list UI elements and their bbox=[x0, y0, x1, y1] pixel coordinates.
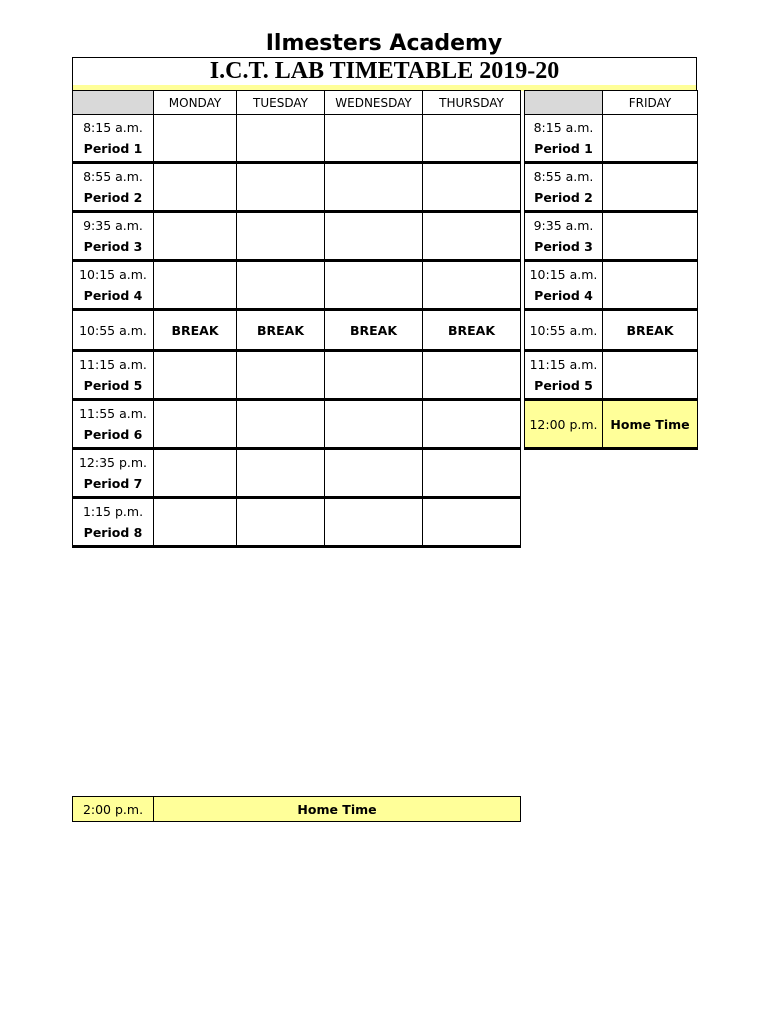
lesson-cell[interactable] bbox=[423, 498, 521, 547]
lesson-cell[interactable] bbox=[237, 351, 325, 400]
lesson-cell[interactable] bbox=[603, 163, 698, 212]
timetable-row bbox=[525, 261, 698, 310]
slot-time-cell bbox=[525, 115, 603, 163]
timetable-row bbox=[525, 115, 698, 163]
friday-header-row bbox=[525, 91, 698, 115]
lesson-cell[interactable] bbox=[603, 115, 698, 163]
timetable-title: I.C.T. LAB TIMETABLE 2019-20 bbox=[72, 57, 697, 86]
slot-period: Period 6 bbox=[83, 427, 143, 442]
friday-home-label: Home Time bbox=[603, 400, 698, 449]
slot-time: 8:55 a.m. bbox=[533, 169, 594, 184]
lesson-cell[interactable] bbox=[603, 212, 698, 261]
slot-time-cell bbox=[73, 498, 154, 547]
timetable-row bbox=[73, 498, 521, 547]
lesson-cell[interactable] bbox=[325, 212, 423, 261]
slot-time: 9:35 a.m. bbox=[533, 218, 594, 233]
lesson-cell[interactable] bbox=[423, 351, 521, 400]
slot-time: 12:35 p.m. bbox=[78, 455, 148, 470]
slot-time: 10:15 a.m. bbox=[79, 267, 147, 282]
slot-time-cell bbox=[525, 351, 603, 400]
slot-period: Period 3 bbox=[534, 239, 593, 254]
break-time: 10:55 a.m. bbox=[73, 310, 154, 351]
home-time-row bbox=[73, 797, 521, 822]
timetable-row bbox=[525, 351, 698, 400]
slot-time-cell bbox=[525, 261, 603, 310]
lesson-cell[interactable] bbox=[237, 449, 325, 498]
break-label-friday: BREAK bbox=[603, 310, 698, 351]
lesson-cell[interactable] bbox=[325, 400, 423, 449]
timetable-row bbox=[73, 212, 521, 261]
lesson-cell[interactable] bbox=[154, 115, 237, 163]
slot-time-cell bbox=[525, 163, 603, 212]
slot-time: 8:15 a.m. bbox=[83, 120, 143, 135]
slot-period: Period 5 bbox=[83, 378, 143, 393]
main-header-corner bbox=[73, 91, 154, 115]
lesson-cell[interactable] bbox=[154, 261, 237, 310]
slot-period: Period 7 bbox=[83, 476, 143, 491]
friday-home-time-row bbox=[525, 400, 698, 449]
lesson-cell[interactable] bbox=[154, 351, 237, 400]
slot-time: 8:55 a.m. bbox=[83, 169, 143, 184]
lesson-cell[interactable] bbox=[325, 498, 423, 547]
lesson-cell[interactable] bbox=[325, 351, 423, 400]
lesson-cell[interactable] bbox=[237, 261, 325, 310]
timetable-row bbox=[73, 351, 521, 400]
footer-underline bbox=[72, 819, 520, 822]
break-label-monday: BREAK bbox=[154, 310, 237, 351]
timetable-row bbox=[73, 261, 521, 310]
slot-time: 11:15 a.m. bbox=[529, 357, 598, 372]
lesson-cell[interactable] bbox=[423, 115, 521, 163]
lesson-cell[interactable] bbox=[154, 163, 237, 212]
slot-time-cell bbox=[73, 212, 154, 261]
slot-time-cell bbox=[73, 115, 154, 163]
slot-period: Period 4 bbox=[83, 288, 143, 303]
slot-time-cell bbox=[73, 261, 154, 310]
timetable-row bbox=[525, 212, 698, 261]
lesson-cell[interactable] bbox=[237, 498, 325, 547]
slot-time-cell bbox=[73, 163, 154, 212]
day-header-tuesday: TUESDAY bbox=[237, 91, 325, 115]
timetable-row bbox=[73, 449, 521, 498]
slot-time-cell bbox=[73, 351, 154, 400]
lesson-cell[interactable] bbox=[154, 212, 237, 261]
slot-time: 10:15 a.m. bbox=[529, 267, 598, 282]
day-header-friday: FRIDAY bbox=[603, 91, 698, 115]
school-name: Ilmesters Academy bbox=[265, 31, 503, 56]
friday-timetable bbox=[524, 90, 698, 450]
slot-period: Period 2 bbox=[83, 190, 143, 205]
day-header-wednesday: WEDNESDAY bbox=[325, 91, 423, 115]
break-row bbox=[525, 310, 698, 351]
slot-time-cell bbox=[525, 212, 603, 261]
lesson-cell[interactable] bbox=[237, 163, 325, 212]
lesson-cell[interactable] bbox=[237, 400, 325, 449]
lesson-cell[interactable] bbox=[154, 449, 237, 498]
lesson-cell[interactable] bbox=[325, 115, 423, 163]
lesson-cell[interactable] bbox=[423, 400, 521, 449]
lesson-cell[interactable] bbox=[154, 400, 237, 449]
slot-period: Period 2 bbox=[534, 190, 593, 205]
day-header-monday: MONDAY bbox=[154, 91, 237, 115]
lesson-cell[interactable] bbox=[423, 261, 521, 310]
lesson-cell[interactable] bbox=[237, 212, 325, 261]
lesson-cell[interactable] bbox=[325, 163, 423, 212]
lesson-cell[interactable] bbox=[603, 351, 698, 400]
slot-period: Period 1 bbox=[83, 141, 143, 156]
lesson-cell[interactable] bbox=[423, 449, 521, 498]
main-header-row bbox=[73, 91, 521, 115]
slot-period: Period 3 bbox=[83, 239, 143, 254]
friday-header-corner bbox=[525, 91, 603, 115]
main-timetable bbox=[72, 90, 521, 548]
timetable-row bbox=[525, 163, 698, 212]
slot-period: Period 8 bbox=[83, 525, 143, 540]
slot-period: Period 5 bbox=[534, 378, 593, 393]
day-header-thursday: THURSDAY bbox=[423, 91, 521, 115]
lesson-cell[interactable] bbox=[423, 212, 521, 261]
break-label-thursday: BREAK bbox=[423, 310, 521, 351]
break-time: 10:55 a.m. bbox=[525, 310, 603, 351]
home-time-time: 2:00 p.m. bbox=[73, 797, 154, 822]
slot-time: 1:15 p.m. bbox=[82, 504, 144, 519]
friday-home-time: 12:00 p.m. bbox=[525, 400, 603, 449]
slot-period: Period 4 bbox=[534, 288, 593, 303]
lesson-cell[interactable] bbox=[423, 163, 521, 212]
slot-period: Period 1 bbox=[534, 141, 593, 156]
break-label-tuesday: BREAK bbox=[237, 310, 325, 351]
slot-time: 11:55 a.m. bbox=[79, 406, 147, 421]
home-time-label: Home Time bbox=[154, 797, 521, 822]
slot-time: 8:15 a.m. bbox=[533, 120, 594, 135]
slot-time: 11:15 a.m. bbox=[79, 357, 147, 372]
timetable-row bbox=[73, 163, 521, 212]
break-row bbox=[73, 310, 521, 351]
slot-time-cell bbox=[73, 449, 154, 498]
lesson-cell[interactable] bbox=[154, 498, 237, 547]
break-label-wednesday: BREAK bbox=[325, 310, 423, 351]
lesson-cell[interactable] bbox=[325, 261, 423, 310]
slot-time-cell bbox=[73, 400, 154, 449]
lesson-cell[interactable] bbox=[325, 449, 423, 498]
slot-time: 9:35 a.m. bbox=[83, 218, 143, 233]
timetable-row bbox=[73, 400, 521, 449]
lesson-cell[interactable] bbox=[237, 115, 325, 163]
timetable-row bbox=[73, 115, 521, 163]
lesson-cell[interactable] bbox=[603, 261, 698, 310]
